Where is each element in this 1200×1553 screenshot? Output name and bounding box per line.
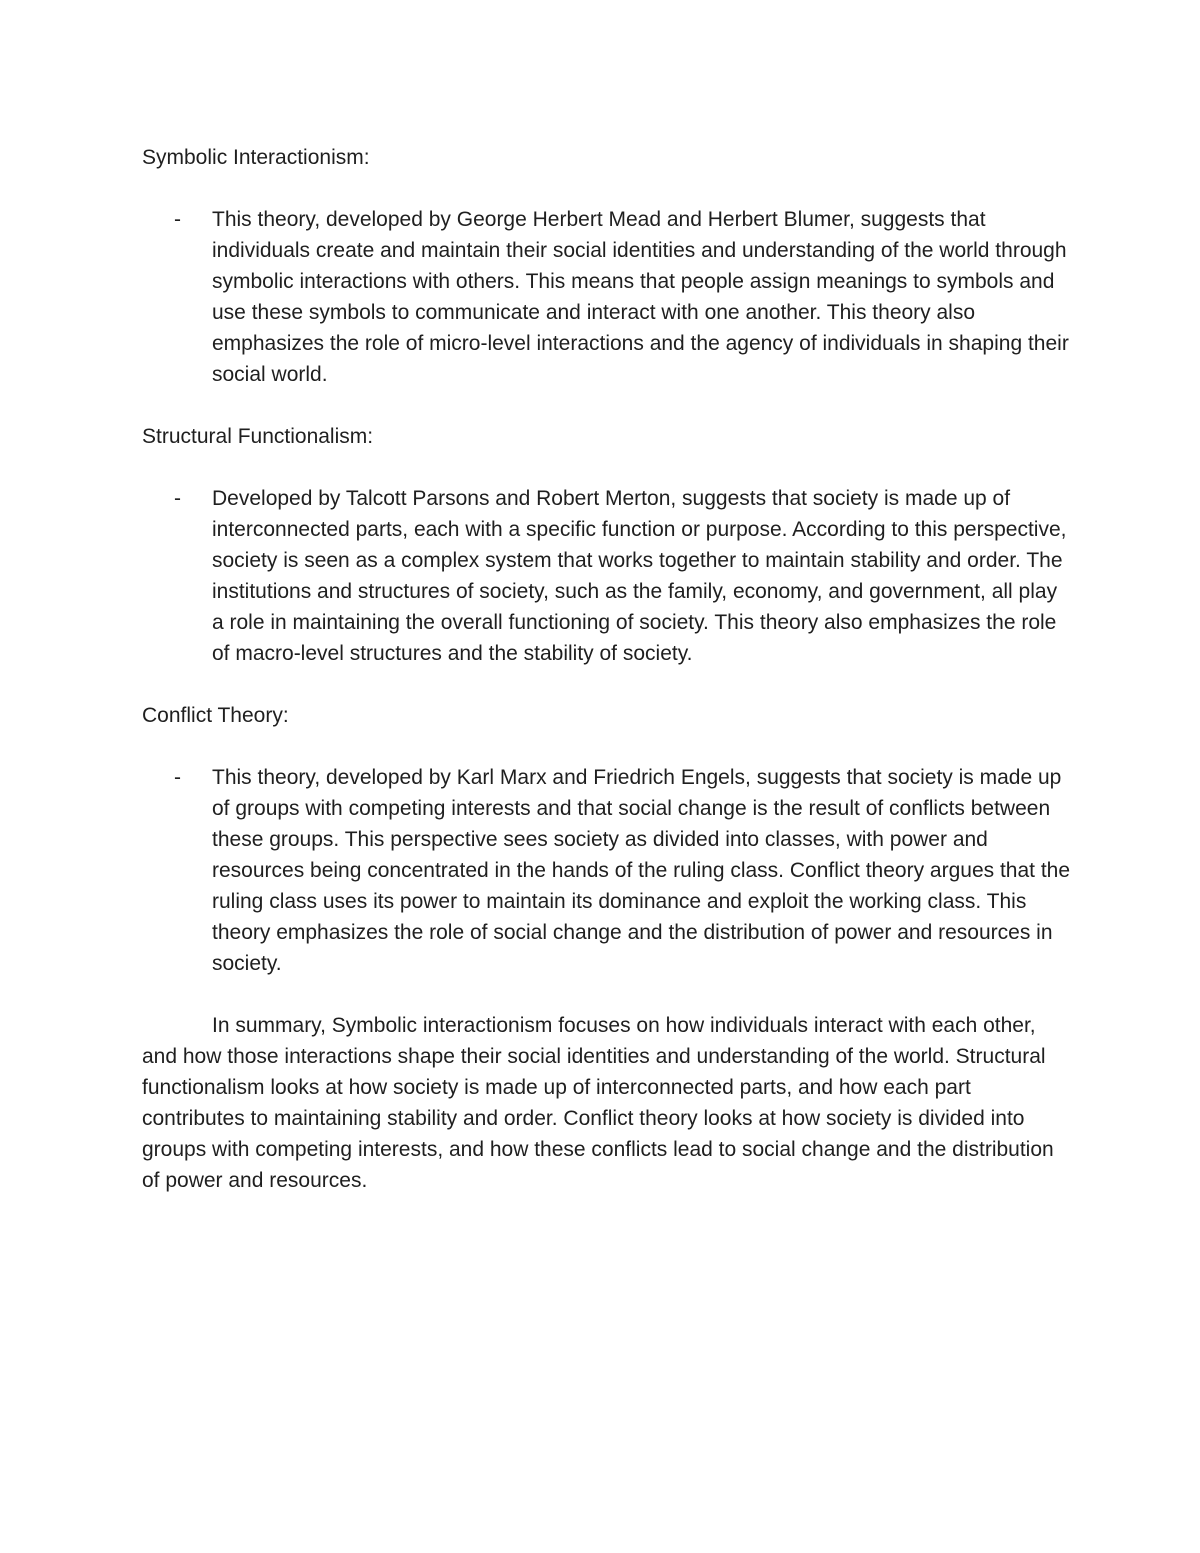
- document-content: [142, 142, 1072, 1196]
- section-heading: Conflict Theory:: [142, 704, 289, 727]
- bullet-text: This theory, developed by George Herbert Mead and Herbert Blumer, suggests that individuals create and maintain their social identities and understanding of the world through symbolic interactions with others. This means that people assign meanings to symbols and use these symbols to communicate and interact with one another. This theory also emphasizes the role of micro-level interactions and the agency of individuals in shaping their social world.: [212, 208, 1069, 386]
- bullet-item: [142, 762, 1072, 979]
- bullet-dash: -: [174, 208, 181, 231]
- bullet-text: Developed by Talcott Parsons and Robert Merton, suggests that society is made up of interconnected parts, each with a specific function or purpose. According to this perspective, society is seen as a complex system that works together to maintain stability and order. The institutions and structures of society, such as the family, economy, and government, all play a role in maintaining the overall functioning of society. This theory also emphasizes the role of macro-level structures and the stability of society.: [212, 487, 1067, 665]
- section-heading: Structural Functionalism:: [142, 425, 374, 448]
- section-symbolic-interactionism: [142, 142, 1072, 390]
- bullet-list: [142, 483, 1072, 669]
- bullet-dash: -: [174, 487, 181, 510]
- bullet-list: [142, 762, 1072, 979]
- bullet-text: This theory, developed by Karl Marx and Friedrich Engels, suggests that society is made up of groups with competing interests and that social change is the result of conflicts between these groups. This perspective sees society as divided into classes, with power and resources being concentrated in the hands of the ruling class. Conflict theory argues that the ruling class uses its power to maintain its dominance and exploit the working class. This theory emphasizes the role of social change and the distribution of power and resources in society.: [212, 766, 1071, 975]
- bullet-item: [142, 204, 1072, 390]
- bullet-list: [142, 204, 1072, 390]
- section-conflict-theory: [142, 700, 1072, 979]
- bullet-dash: -: [174, 766, 181, 789]
- summary-paragraph: In summary, Symbolic interactionism focuses on how individuals interact with each other, and how those interactions shape their social identities and understanding of the world. Structural functionalism looks at how society is made up of interconnected parts, and how each part contributes to maintaining stability and order. Conflict theory looks at how society is divided into groups with competing interests, and how these conflicts lead to social change and the distribution of power and resources.: [142, 1014, 1054, 1192]
- section-structural-functionalism: [142, 421, 1072, 669]
- section-heading: Symbolic Interactionism:: [142, 146, 370, 169]
- bullet-item: [142, 483, 1072, 669]
